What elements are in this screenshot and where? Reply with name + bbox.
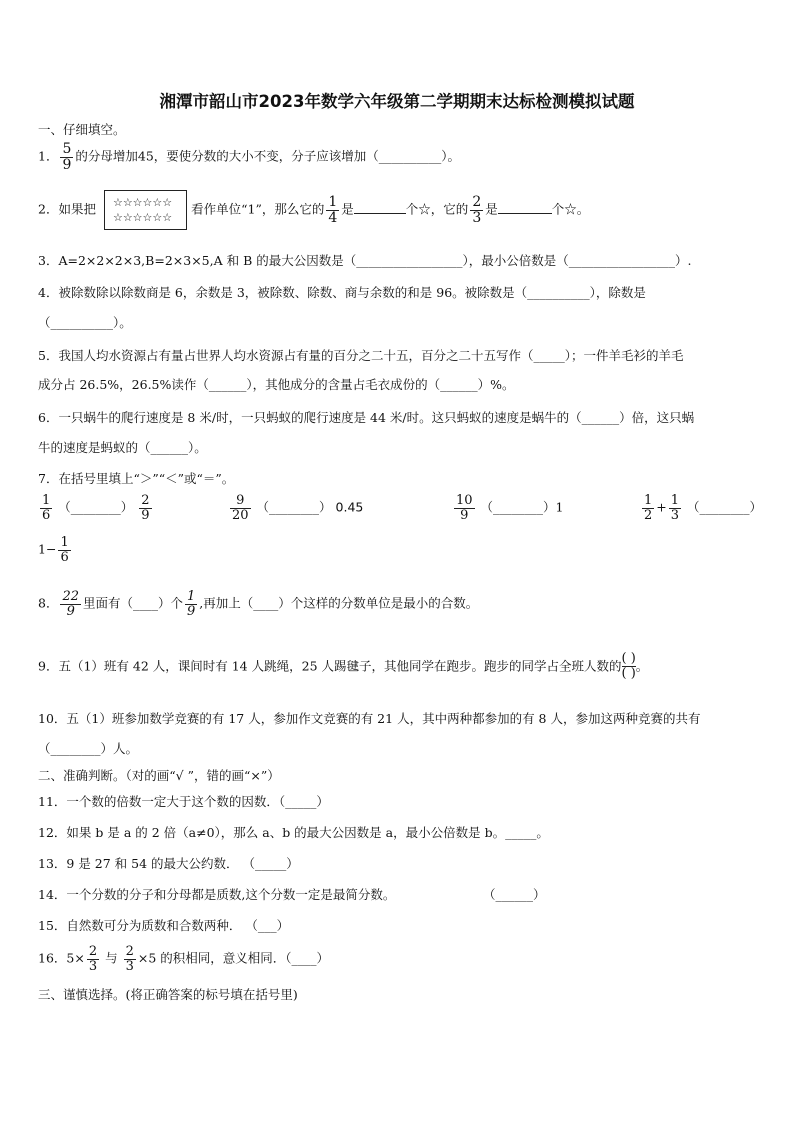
q8-fraction-2: $\frac{1}{9}$ bbox=[187, 589, 196, 619]
star-row-1: ☆☆☆☆☆☆ bbox=[112, 196, 173, 209]
section-1-heading: 一、仔细填空。 bbox=[38, 122, 126, 137]
question-9 bbox=[38, 652, 648, 682]
question-14 bbox=[38, 885, 395, 903]
q9-end: 。 bbox=[635, 658, 649, 674]
q2-text-5: 个☆。 bbox=[551, 201, 590, 217]
q16-number: 16．5× bbox=[38, 950, 85, 966]
q8-number: 8． bbox=[38, 595, 59, 611]
question-5-line-2: 成分占 26.5%，26.5%读作（______），其他成分的含量占毛衣成份的（______）%。 bbox=[38, 377, 515, 392]
q16-mid: 与 bbox=[101, 950, 122, 966]
q7-c-blank[interactable]: （________） bbox=[480, 499, 556, 515]
page-title: 湘潭市韶山市2023年数学六年级第二学期期末达标检测模拟试题 bbox=[159, 92, 635, 111]
question-10-line-1: 10．五（1）班参加数学竞赛的有 17 人，参加作文竞赛的有 21 人，其中两种都参加的有 8 人，参加这两种竞赛的共有 bbox=[38, 711, 701, 726]
question-8 bbox=[38, 590, 478, 618]
q14-text: 14．一个分数的分子和分母都是质数,这个分数一定是最简分数。 bbox=[38, 887, 396, 902]
question-5-line-1: 5．我国人均水资源占有量占世界人均水资源占有量的百分之二十五，百分之二十五写作（_____）；一件羊毛衫的羊毛 bbox=[38, 348, 684, 363]
q7-a-fraction-2: $\frac{2}{9}$ bbox=[141, 493, 150, 523]
q8-fraction-1: $\frac{22}{9}$ bbox=[62, 589, 79, 619]
q7-item-c bbox=[452, 494, 564, 522]
question-2 bbox=[38, 190, 589, 230]
q7-e-fraction: $\frac{1}{6}$ bbox=[60, 535, 69, 565]
q9-answer-fraction[interactable]: $\frac{( )}{( )}$ bbox=[621, 651, 636, 682]
q7-b-value: 0.45 bbox=[335, 499, 364, 515]
q16-fraction-1: $\frac{2}{3}$ bbox=[88, 944, 98, 974]
q7-item-a bbox=[38, 494, 154, 522]
question-13: 13．9 是 27 和 54 的最大公约数． （_____） bbox=[38, 856, 299, 871]
q7-d-fraction-1: $\frac{1}{2}$ bbox=[644, 493, 653, 523]
star-row-2: ☆☆☆☆☆☆ bbox=[112, 211, 173, 224]
q2-text-1: 看作单位“1”，那么它的 bbox=[191, 201, 325, 217]
question-1 bbox=[38, 142, 460, 172]
q16-fraction-2: $\frac{2}{3}$ bbox=[125, 944, 134, 974]
section-3-heading: 三、谨慎选择。(将正确答案的标号填在括号里) bbox=[38, 987, 298, 1002]
q16-end: ×5 的积相同，意义相同．（____） bbox=[137, 950, 330, 966]
q2-blank-2[interactable] bbox=[498, 201, 552, 214]
q2-fraction-1: $\frac{1}{4}$ bbox=[328, 193, 338, 226]
q7-b-blank[interactable]: （________） bbox=[256, 499, 332, 515]
question-16 bbox=[38, 945, 329, 973]
q7-c-value: 1 bbox=[555, 499, 564, 515]
q7-b-fraction: $\frac{9}{20}$ bbox=[232, 493, 249, 523]
question-3: 3．A=2×2×2×3,B=2×3×5,A 和 B 的最大公因数是（_________________），最小公倍数是（_________________）. bbox=[38, 253, 692, 268]
q2-text-2: 是 bbox=[341, 201, 354, 217]
question-15: 15．自然数可分为质数和合数两种． （___） bbox=[38, 918, 290, 933]
question-6-line-1: 6．一只蜗牛的爬行速度是 8 米/时，一只蚂蚁的爬行速度是 44 米/时。这只蚂蚁的速度是蜗牛的（______）倍，这只蜗 bbox=[38, 410, 695, 425]
q8-text-1: 里面有（____）个 bbox=[83, 595, 184, 611]
q7-d-fraction-2: $\frac{1}{3}$ bbox=[670, 493, 680, 523]
question-4-line-1: 4．被除数除以除数商是 6，余数是 3，被除数、除数、商与余数的和是 96。被除数是（__________），除数是 bbox=[38, 285, 646, 300]
q7-item-d bbox=[640, 494, 762, 522]
q2-text-3: 个☆，它的 bbox=[405, 201, 469, 217]
question-11: 11．一个数的倍数一定大于这个数的因数．（_____） bbox=[38, 794, 329, 809]
question-7: 7．在括号里填上“＞”“＜”或“＝”。 bbox=[38, 471, 235, 486]
q7-a-blank[interactable]: （________） bbox=[58, 499, 134, 515]
q7-item-b bbox=[228, 494, 363, 522]
q7-e-prefix: 1− bbox=[38, 541, 57, 557]
q2-fraction-2: $\frac{2}{3}$ bbox=[472, 193, 482, 226]
q2-text-4: 是 bbox=[485, 201, 498, 217]
question-12: 12．如果 b 是 a 的 2 倍（a≠0），那么 a、b 的最大公因数是 a，最小公倍数是 b。_____。 bbox=[38, 825, 549, 840]
q7-d-blank[interactable]: （________） bbox=[687, 499, 763, 515]
q1-text: 的分母增加45，要使分数的大小不变，分子应该增加（__________）。 bbox=[75, 148, 461, 164]
section-2-heading: 二、准确判断。（对的画“√ ”，错的画“×”） bbox=[38, 768, 280, 783]
question-10-line-2: （________）人。 bbox=[38, 741, 139, 756]
q2-prefix: 2．如果把 bbox=[38, 201, 96, 217]
q8-text-2: ,再加上（____）个这样的分数单位是最小的合数。 bbox=[199, 595, 479, 611]
q7-a-fraction: $\frac{1}{6}$ bbox=[42, 493, 51, 523]
question-6-line-2: 牛的速度是蚂蚁的（______）。 bbox=[38, 440, 207, 455]
question-4-line-2: （__________）。 bbox=[38, 315, 132, 330]
q1-fraction: $\frac{5}{9}$ bbox=[62, 141, 72, 173]
q9-text: 9．五（1）班有 42 人，课间时有 14 人跳绳，25 人踢毽子，其他同学在跑步。跑步的同学占全班人数的 bbox=[38, 658, 622, 674]
q14-blank[interactable]: （______） bbox=[483, 887, 546, 902]
q7-c-fraction: $\frac{10}{9}$ bbox=[456, 493, 473, 523]
q7-d-plus: + bbox=[656, 499, 667, 515]
q2-blank-1[interactable] bbox=[354, 201, 406, 214]
q7-item-e bbox=[38, 536, 73, 564]
q1-number: 1． bbox=[38, 148, 59, 164]
q2-star-box bbox=[104, 190, 187, 230]
